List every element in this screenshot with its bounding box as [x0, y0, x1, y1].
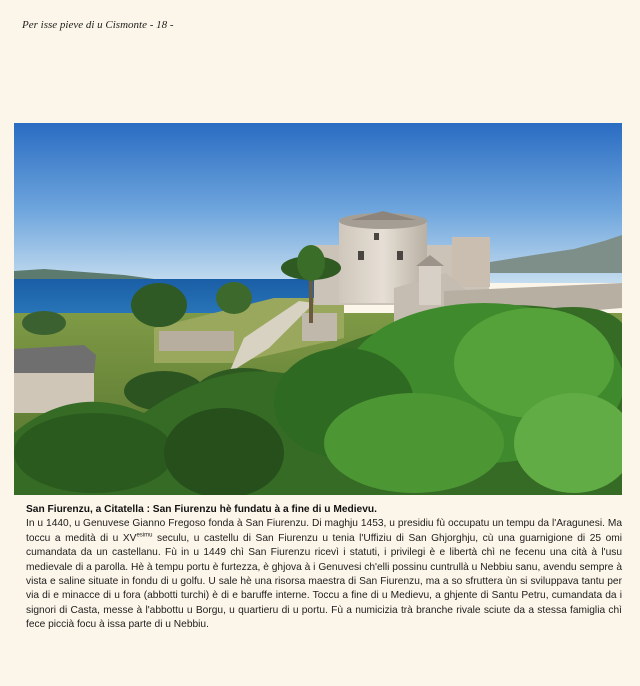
caption-body: [26, 517, 622, 632]
caption-title: San Fiurenzu, a Citatella : San Fiurenzu hè fundatu à a fine di u Medievu.: [26, 504, 377, 515]
running-head: Per isse pieve di u Cismonte - 18 -: [22, 19, 174, 31]
caption: [26, 503, 622, 633]
caption-body-part2: seculu, u castellu di San Fiurenzu u tenia l'Uffiziu di San Ghjorghju, cù una guarnigione di 25 omi cumandata da un castellanu. Fù in u 1449 chì San Fiurenzu ricevì i statuti, i privilegi è e libertà chì ne fecenu una cità à l'usu medievale di a parolla. Hè à tempu portu è furtezza, è ghjova à i Genuvesi ch'elli possinu cuntrullà u Nebbiu sanu, avendu sempre à vista e saline situate in fondu di u golfu. U sale hè una risorsa maestra di San Fiurenzu, ma a so sfruttera ùn si sviluppava tantu per via di e minacce di u fora (abbotti turchi) è di e baruffe interne. Toccu a fine di u Medievu, a ghjente di Santu Petru, cumandata da i signori di Casta, messe à l'abbottu u Borgu, u quartieru di u portu. Fù a numicizia trà branche rivale sciute da a stessa famiglia chì fece piccià focu à issa parte di u Nebbiu.: [26, 532, 622, 631]
century-superscript: esimu: [136, 532, 153, 539]
fortress-photo: [14, 123, 622, 495]
caption-body-part1: In u 1440, u Genuvese Gianno Fregoso fonda à San Fiurenzu. Di maghju 1453, u presidiu fù occupatu un tempu da l'Aragunesi. Ma toccu a medità di u XV: [26, 518, 622, 544]
